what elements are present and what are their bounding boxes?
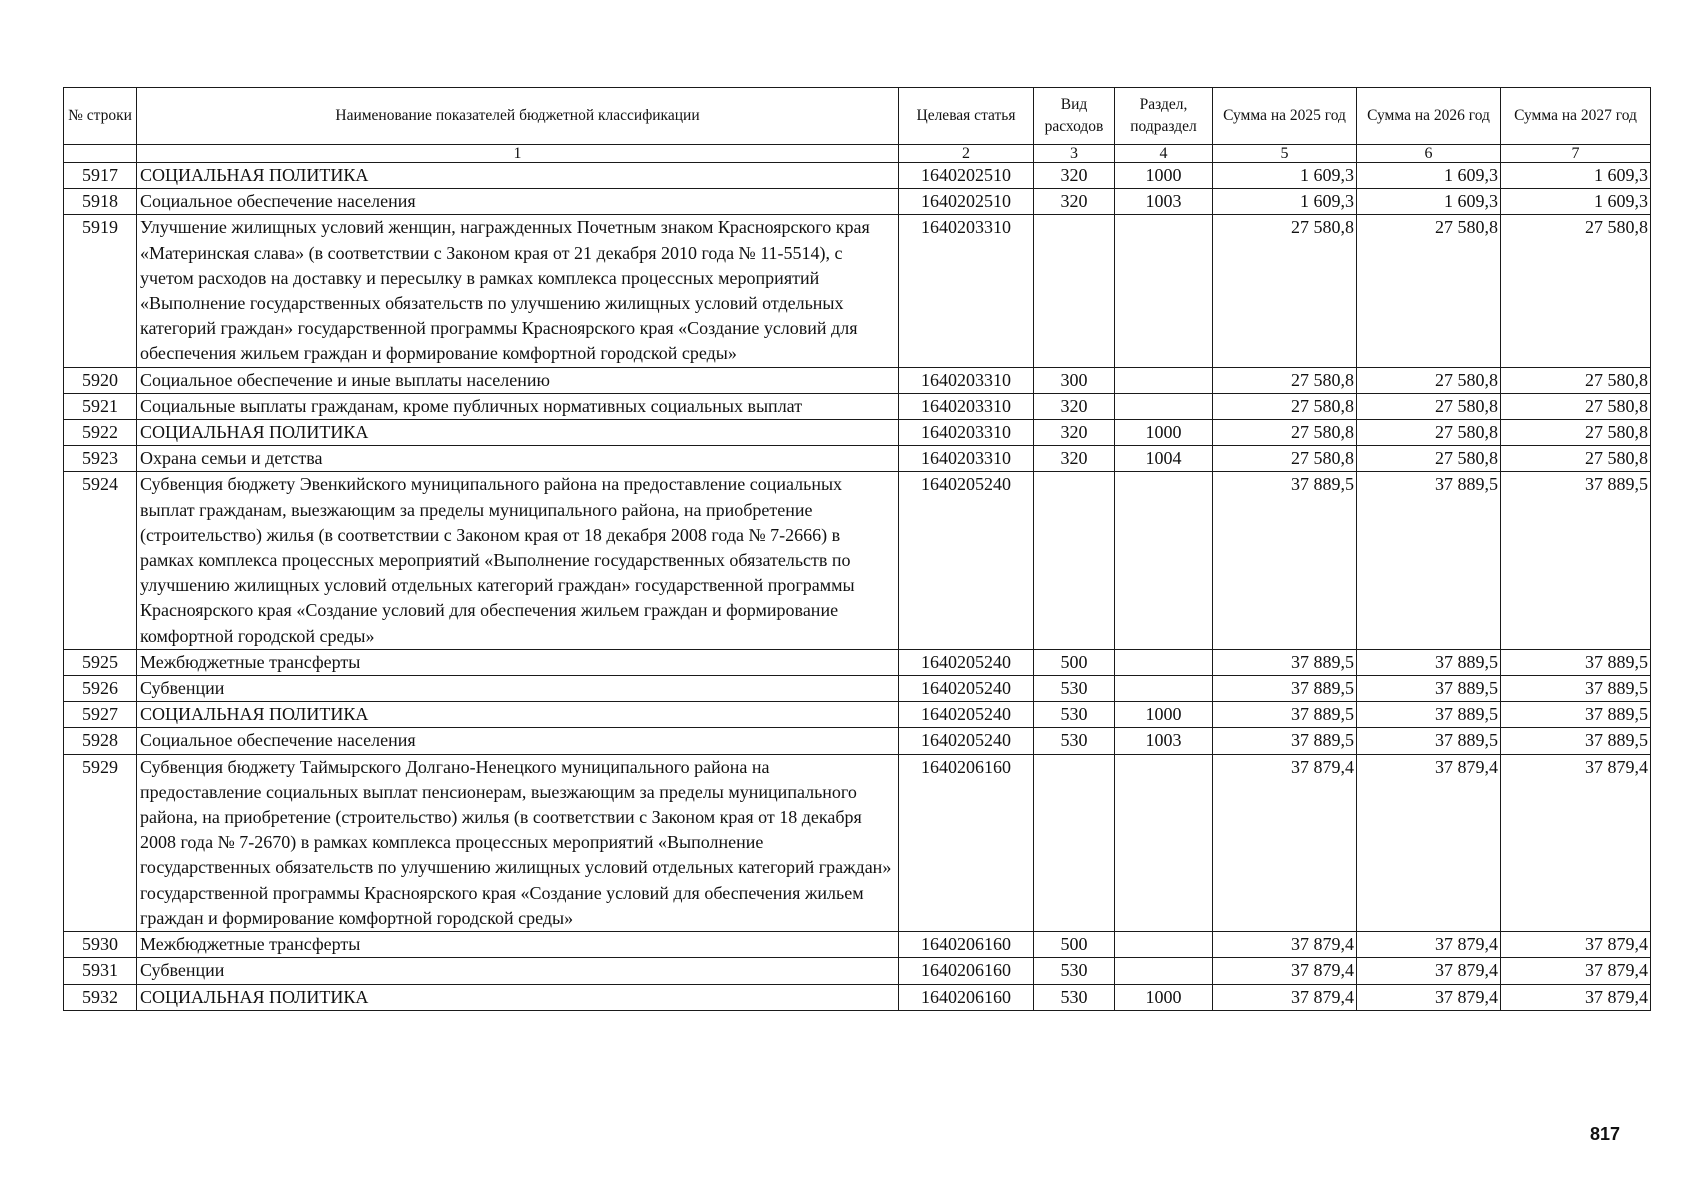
amount-2025: 27 580,8: [1213, 446, 1357, 472]
target-article: 1640206160: [899, 958, 1034, 984]
table-row: [64, 958, 1651, 984]
amount-2027: 37 879,4: [1501, 754, 1651, 931]
expense-type: 500: [1034, 932, 1115, 958]
indicator-name: Охрана семьи и детства: [137, 446, 899, 472]
amount-2025: 1 609,3: [1213, 163, 1357, 189]
section-code: [1115, 676, 1213, 702]
column-number: 5: [1213, 145, 1357, 163]
section-code: 1000: [1115, 420, 1213, 446]
amount-2027: 37 879,4: [1501, 958, 1651, 984]
row-number: 5920: [64, 367, 137, 393]
header-sum-2025: Сумма на 2025 год: [1213, 88, 1357, 145]
header-sum-2026: Сумма на 2026 год: [1357, 88, 1501, 145]
target-article: 1640205240: [899, 649, 1034, 675]
amount-2026: 37 889,5: [1357, 676, 1501, 702]
table-row: [64, 728, 1651, 754]
header-row-no: № строки: [64, 88, 137, 145]
row-number: 5928: [64, 728, 137, 754]
row-number: 5931: [64, 958, 137, 984]
table-row: [64, 984, 1651, 1010]
table-row: [64, 676, 1651, 702]
amount-2026: 27 580,8: [1357, 393, 1501, 419]
target-article: 1640202510: [899, 163, 1034, 189]
section-code: [1115, 754, 1213, 931]
target-article: 1640205240: [899, 728, 1034, 754]
target-article: 1640203310: [899, 367, 1034, 393]
amount-2027: 1 609,3: [1501, 189, 1651, 215]
amount-2026: 37 889,5: [1357, 649, 1501, 675]
amount-2027: 37 889,5: [1501, 702, 1651, 728]
expense-type: [1034, 215, 1115, 367]
row-number: 5929: [64, 754, 137, 931]
table-row: [64, 189, 1651, 215]
amount-2026: 37 879,4: [1357, 984, 1501, 1010]
expense-type: 320: [1034, 163, 1115, 189]
expense-type: 530: [1034, 728, 1115, 754]
amount-2025: 27 580,8: [1213, 393, 1357, 419]
indicator-name: СОЦИАЛЬНАЯ ПОЛИТИКА: [137, 984, 899, 1010]
amount-2026: 37 889,5: [1357, 728, 1501, 754]
row-number: 5932: [64, 984, 137, 1010]
amount-2025: 37 879,4: [1213, 754, 1357, 931]
indicator-name: СОЦИАЛЬНАЯ ПОЛИТИКА: [137, 420, 899, 446]
target-article: 1640202510: [899, 189, 1034, 215]
header-row: [64, 88, 1651, 145]
budget-table: [63, 87, 1651, 1011]
amount-2025: 27 580,8: [1213, 367, 1357, 393]
row-number: 5919: [64, 215, 137, 367]
table-row: [64, 472, 1651, 649]
row-number: 5930: [64, 932, 137, 958]
amount-2026: 27 580,8: [1357, 367, 1501, 393]
expense-type: 320: [1034, 189, 1115, 215]
row-number: 5922: [64, 420, 137, 446]
row-number: 5925: [64, 649, 137, 675]
amount-2025: 37 879,4: [1213, 932, 1357, 958]
target-article: 1640205240: [899, 702, 1034, 728]
amount-2026: 37 879,4: [1357, 754, 1501, 931]
row-number: 5921: [64, 393, 137, 419]
amount-2025: 37 889,5: [1213, 649, 1357, 675]
amount-2027: 27 580,8: [1501, 393, 1651, 419]
target-article: 1640205240: [899, 676, 1034, 702]
expense-type: 320: [1034, 446, 1115, 472]
amount-2026: 1 609,3: [1357, 189, 1501, 215]
amount-2027: 37 889,5: [1501, 676, 1651, 702]
column-number: 6: [1357, 145, 1501, 163]
target-article: 1640206160: [899, 754, 1034, 931]
table-row: [64, 420, 1651, 446]
section-code: [1115, 932, 1213, 958]
row-number: 5918: [64, 189, 137, 215]
column-number: 3: [1034, 145, 1115, 163]
target-article: 1640203310: [899, 393, 1034, 419]
indicator-name: СОЦИАЛЬНАЯ ПОЛИТИКА: [137, 702, 899, 728]
section-code: [1115, 367, 1213, 393]
expense-type: [1034, 754, 1115, 931]
amount-2026: 37 879,4: [1357, 932, 1501, 958]
expense-type: [1034, 472, 1115, 649]
section-code: 1003: [1115, 728, 1213, 754]
expense-type: 530: [1034, 958, 1115, 984]
section-code: 1000: [1115, 163, 1213, 189]
expense-type: 320: [1034, 420, 1115, 446]
table-row: [64, 163, 1651, 189]
amount-2026: 27 580,8: [1357, 420, 1501, 446]
amount-2026: 37 879,4: [1357, 958, 1501, 984]
header-sum-2027: Сумма на 2027 год: [1501, 88, 1651, 145]
target-article: 1640206160: [899, 984, 1034, 1010]
column-number: 2: [899, 145, 1034, 163]
header-section: Раздел, подраздел: [1115, 88, 1213, 145]
section-code: [1115, 472, 1213, 649]
expense-type: 320: [1034, 393, 1115, 419]
amount-2026: 1 609,3: [1357, 163, 1501, 189]
header-name: Наименование показателей бюджетной классификации: [137, 88, 899, 145]
row-number: 5927: [64, 702, 137, 728]
section-code: 1003: [1115, 189, 1213, 215]
row-number: 5917: [64, 163, 137, 189]
amount-2025: 37 889,5: [1213, 702, 1357, 728]
section-code: [1115, 393, 1213, 419]
amount-2025: 37 889,5: [1213, 728, 1357, 754]
table-row: [64, 393, 1651, 419]
target-article: 1640203310: [899, 420, 1034, 446]
table-row: [64, 215, 1651, 367]
row-number: 5923: [64, 446, 137, 472]
indicator-name: Субвенции: [137, 676, 899, 702]
expense-type: 530: [1034, 702, 1115, 728]
amount-2027: 37 879,4: [1501, 932, 1651, 958]
column-number: 1: [137, 145, 899, 163]
amount-2025: 27 580,8: [1213, 215, 1357, 367]
amount-2025: 37 879,4: [1213, 958, 1357, 984]
amount-2025: 27 580,8: [1213, 420, 1357, 446]
amount-2026: 37 889,5: [1357, 472, 1501, 649]
section-code: 1000: [1115, 984, 1213, 1010]
target-article: 1640205240: [899, 472, 1034, 649]
indicator-name: Социальное обеспечение населения: [137, 728, 899, 754]
indicator-name: СОЦИАЛЬНАЯ ПОЛИТИКА: [137, 163, 899, 189]
expense-type: 500: [1034, 649, 1115, 675]
indicator-name: Межбюджетные трансферты: [137, 649, 899, 675]
amount-2026: 27 580,8: [1357, 446, 1501, 472]
amount-2027: 27 580,8: [1501, 446, 1651, 472]
header-target: Целевая статья: [899, 88, 1034, 145]
column-number-row: [64, 145, 1651, 163]
amount-2027: 37 889,5: [1501, 728, 1651, 754]
section-code: [1115, 958, 1213, 984]
amount-2025: 37 889,5: [1213, 676, 1357, 702]
indicator-name: Субвенция бюджету Таймырского Долгано-Ненецкого муниципального района на предоставление социальных выплат пенсионерам, выезжающим за пределы муниципального района, на приобретение (строительство) жилья (в соответствии с Законом края от 18 декабря 2008 года № 7-2670) в рамках комплекса процессных мероприятий «Выполнение государственных обязательств по улучшению жилищных условий отдельных категорий граждан» государственной программы Красноярского края «Создание условий для обеспечения жильем граждан и формирование комфортной городской среды»: [137, 754, 899, 931]
target-article: 1640203310: [899, 215, 1034, 367]
amount-2026: 37 889,5: [1357, 702, 1501, 728]
header-exp-type: Вид расходов: [1034, 88, 1115, 145]
column-number: [64, 145, 137, 163]
amount-2025: 37 889,5: [1213, 472, 1357, 649]
target-article: 1640203310: [899, 446, 1034, 472]
amount-2025: 37 879,4: [1213, 984, 1357, 1010]
section-code: [1115, 215, 1213, 367]
amount-2027: 37 879,4: [1501, 984, 1651, 1010]
table-row: [64, 932, 1651, 958]
column-number: 7: [1501, 145, 1651, 163]
section-code: [1115, 649, 1213, 675]
indicator-name: Межбюджетные трансферты: [137, 932, 899, 958]
table-row: [64, 754, 1651, 931]
amount-2027: 37 889,5: [1501, 472, 1651, 649]
section-code: 1000: [1115, 702, 1213, 728]
section-code: 1004: [1115, 446, 1213, 472]
amount-2027: 37 889,5: [1501, 649, 1651, 675]
expense-type: 530: [1034, 676, 1115, 702]
target-article: 1640206160: [899, 932, 1034, 958]
amount-2027: 1 609,3: [1501, 163, 1651, 189]
amount-2027: 27 580,8: [1501, 420, 1651, 446]
indicator-name: Субвенции: [137, 958, 899, 984]
table-row: [64, 446, 1651, 472]
indicator-name: Улучшение жилищных условий женщин, награжденных Почетным знаком Красноярского края «Материнская слава» (в соответствии с Законом края от 21 декабря 2010 года № 11-5514), с учетом расходов на доставку и пересылку в рамках комплекса процессных мероприятий «Выполнение государственных обязательств по улучшению жилищных условий отдельных категорий граждан» государственной программы Красноярского края «Создание условий для обеспечения жильем граждан и формирование комфортной городской среды»: [137, 215, 899, 367]
row-number: 5924: [64, 472, 137, 649]
amount-2025: 1 609,3: [1213, 189, 1357, 215]
row-number: 5926: [64, 676, 137, 702]
table-row: [64, 702, 1651, 728]
page-number: 817: [1590, 1124, 1621, 1144]
table-row: [64, 367, 1651, 393]
indicator-name: Субвенция бюджету Эвенкийского муниципального района на предоставление социальных выплат гражданам, выезжающим за пределы муниципального района, на приобретение (строительство) жилья (в соответствии с Законом края от 18 декабря 2008 года № 7-2666) в рамках комплекса процессных мероприятий «Выполнение государственных обязательств по улучшению жилищных условий отдельных категорий граждан» государственной программы Красноярского края «Создание условий для обеспечения жильем граждан и формирование комфортной городской среды»: [137, 472, 899, 649]
amount-2027: 27 580,8: [1501, 215, 1651, 367]
expense-type: 300: [1034, 367, 1115, 393]
amount-2027: 27 580,8: [1501, 367, 1651, 393]
amount-2026: 27 580,8: [1357, 215, 1501, 367]
expense-type: 530: [1034, 984, 1115, 1010]
indicator-name: Социальные выплаты гражданам, кроме публичных нормативных социальных выплат: [137, 393, 899, 419]
indicator-name: Социальное обеспечение населения: [137, 189, 899, 215]
column-number: 4: [1115, 145, 1213, 163]
table-row: [64, 649, 1651, 675]
indicator-name: Социальное обеспечение и иные выплаты населению: [137, 367, 899, 393]
